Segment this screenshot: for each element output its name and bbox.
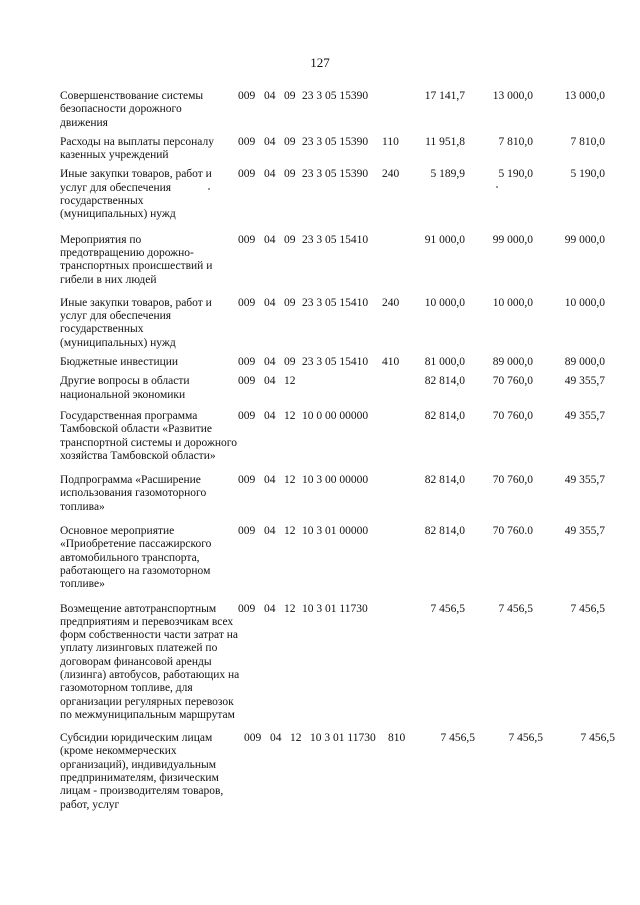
ministry-code: 009 (238, 135, 256, 148)
subsection-code: 12 (284, 409, 296, 422)
ministry-code: 009 (238, 233, 256, 246)
ministry-code: 009 (238, 90, 256, 102)
amount-year-1: 91 000,0 (424, 233, 465, 246)
amount-year-3: 49 355,7 (564, 474, 605, 487)
section-code: 04 (264, 168, 276, 181)
table-row (60, 297, 605, 350)
row-name: Расходы на выплаты персоналу казенных учреждений (60, 135, 214, 162)
amount-year-2: 70 760,0 (492, 474, 533, 487)
amount-year-2: 10 000,0 (492, 296, 533, 309)
amount-year-1: 11 951,8 (425, 135, 465, 148)
scan-speck (496, 186, 498, 188)
target-code: 23 3 05 15410 (302, 356, 369, 369)
subsection-code: 09 (284, 296, 296, 309)
table-row (60, 375, 605, 402)
section-code: 04 (264, 474, 276, 487)
ministry-code: 009 (238, 375, 256, 388)
amount-year-3: 7 456,5 (570, 602, 605, 615)
target-code: 23 3 05 15410 (302, 233, 369, 246)
row-name: Иные закупки товаров, работ и услуг для обеспечения государственных (муниципальных) нужд (60, 168, 212, 221)
amount-year-1: 82 814,0 (424, 474, 465, 487)
target-code: 23 3 05 15390 (302, 90, 369, 102)
section-code: 04 (264, 602, 276, 615)
ministry-code: 009 (238, 168, 256, 181)
amount-year-1: 82 814,0 (424, 375, 465, 388)
amount-year-3: 49 355,7 (564, 375, 605, 388)
amount-year-3: 89 000,0 (564, 356, 605, 369)
amount-year-1: 81 000,0 (424, 356, 465, 369)
row-name: Государственная программа Тамбовской области «Развитие транспортной системы и дорожного хозяйства Тамбовской области» (60, 409, 237, 462)
expense-code: 410 (382, 356, 400, 369)
amount-year-2: 7 456,5 (508, 732, 543, 745)
expense-code: 240 (382, 168, 400, 181)
row-name: Иные закупки товаров, работ и услуг для обеспечения государственных (муниципальных) нужд (60, 296, 212, 349)
amount-year-2: 70 760,0 (492, 409, 533, 422)
subsection-code: 12 (284, 375, 296, 388)
row-name: Возмещение автотранспортным предприятиям и перевозчикам всех форм собственности части затрат на уплату лизинговых платежей по договорам финансовой аренды (лизинга) автобусов, работающих на газомоторном топливе, для организации регулярных перевозок по межмуниципальным маршрутам (60, 602, 240, 721)
section-code: 04 (264, 375, 276, 388)
row-name: Основное мероприятие «Приобретение пассажирского автомобильного транспорта, работающего на газомоторном топливе» (60, 525, 212, 591)
ministry-code: 009 (238, 525, 256, 538)
row-name: Совершенствование системы безопасности дорожного движения (60, 90, 204, 129)
ministry-code: 009 (244, 732, 262, 745)
amount-year-2: 70 760,0 (492, 375, 533, 388)
section-code: 04 (264, 356, 276, 369)
row-name: Другие вопросы в области национальной экономики (60, 375, 190, 401)
amount-year-3: 5 190,0 (570, 168, 605, 181)
table-row (60, 168, 605, 221)
table-row (60, 90, 605, 130)
expense-code: 240 (382, 296, 400, 309)
amount-year-1: 7 456,5 (430, 602, 465, 615)
table-row (60, 732, 615, 812)
target-code: 10 3 01 11730 (310, 732, 376, 745)
target-code: 10 3 01 00000 (302, 525, 369, 538)
row-name: Субсидии юридическим лицам (кроме некоммерческих организаций), индивидуальным предпринимателям, физическим лицам - производителям товаров, работ, услуг (60, 732, 224, 811)
amount-year-2: 13 000,0 (492, 90, 533, 102)
section-code: 04 (264, 90, 276, 102)
amount-year-2: 5 190,0 (498, 168, 533, 181)
amount-year-2: 7 810,0 (498, 135, 533, 148)
amount-year-2: 70 760.0 (492, 525, 533, 538)
ministry-code: 009 (238, 296, 256, 309)
table-row (60, 234, 605, 287)
page-number: 127 (310, 55, 330, 70)
subsection-code: 09 (284, 90, 296, 102)
amount-year-1: 82 814,0 (424, 409, 465, 422)
section-code: 04 (270, 732, 282, 745)
target-code: 10 3 01 11730 (302, 602, 368, 615)
target-code: 10 3 00 00000 (302, 474, 369, 487)
table-row (60, 603, 605, 723)
table-row (60, 525, 605, 591)
row-name: Бюджетные инвестиции (60, 356, 179, 369)
target-code: 23 3 05 15390 (302, 135, 369, 148)
section-code: 04 (264, 525, 276, 538)
expense-code: 810 (388, 732, 406, 745)
amount-year-1: 10 000,0 (424, 296, 465, 309)
target-code: 23 3 05 15390 (302, 168, 369, 181)
table-row (60, 136, 605, 163)
ministry-code: 009 (238, 602, 256, 615)
table-row (60, 410, 605, 463)
target-code: 23 3 05 15410 (302, 296, 369, 309)
amount-year-3: 13 000,0 (564, 90, 605, 102)
section-code: 04 (264, 296, 276, 309)
target-code: 10 0 00 00000 (302, 409, 369, 422)
row-name: Мероприятия по предотвращению дорожно-транспортных происшествий и гибели в них людей (60, 233, 213, 286)
budget-table (60, 90, 620, 812)
amount-year-3: 10 000,0 (564, 296, 605, 309)
amount-year-1: 5 189,9 (430, 168, 465, 181)
amount-year-3: 99 000,0 (564, 233, 605, 246)
section-code: 04 (264, 135, 276, 148)
amount-year-3: 7 456,5 (580, 732, 615, 745)
subsection-code: 09 (284, 168, 296, 181)
amount-year-3: 49 355,7 (564, 409, 605, 422)
subsection-code: 09 (284, 233, 296, 246)
subsection-code: 09 (284, 135, 296, 148)
amount-year-3: 49 355,7 (564, 525, 605, 538)
table-row (60, 356, 605, 369)
scan-speck (208, 188, 210, 190)
amount-year-1: 7 456,5 (440, 732, 475, 745)
ministry-code: 009 (238, 356, 256, 369)
amount-year-1: 17 141,7 (424, 90, 465, 102)
amount-year-2: 89 000,0 (492, 356, 533, 369)
subsection-code: 12 (284, 474, 296, 487)
table-row (60, 474, 605, 514)
amount-year-2: 7 456,5 (498, 602, 533, 615)
subsection-code: 12 (284, 602, 296, 615)
amount-year-2: 99 000,0 (492, 233, 533, 246)
amount-year-1: 82 814,0 (424, 525, 465, 538)
ministry-code: 009 (238, 409, 256, 422)
subsection-code: 12 (284, 525, 296, 538)
expense-code: 110 (382, 135, 399, 148)
section-code: 04 (264, 409, 276, 422)
ministry-code: 009 (238, 474, 256, 487)
subsection-code: 09 (284, 356, 296, 369)
row-name: Подпрограмма «Расширение использования газомоторного топлива» (60, 474, 207, 513)
subsection-code: 12 (290, 732, 302, 745)
amount-year-3: 7 810,0 (570, 135, 605, 148)
section-code: 04 (264, 233, 276, 246)
